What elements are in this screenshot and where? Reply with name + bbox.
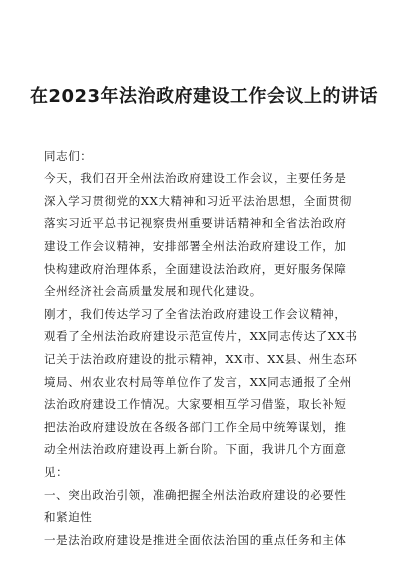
paragraph-line: 见： — [44, 464, 69, 479]
paragraph-line: 刚才，我们传达学习了全省法治政府建设工作会议精神， — [44, 306, 347, 321]
blank-line — [44, 122, 372, 145]
paragraph-line: 落实习近平总书记视察贵州重要讲话精神和全省法治政府 — [44, 216, 347, 231]
paragraph-line: 把法治政府建设放在各级各部门工作全局中统筹谋划，推 — [44, 419, 347, 434]
paragraph-line: 记关于法治政府建设的批示精神，XX市、XX县、州生态环 — [44, 351, 358, 366]
paragraph-line: 动全州法治政府建设再上新台阶。下面，我讲几个方面意 — [44, 442, 347, 457]
paragraph-line: 建设工作会议精神，安排部署全州法治政府建设工作，加 — [44, 238, 347, 253]
paragraph-line: 深入学习贯彻党的XX大精神和习近平法治思想，全面贯彻 — [44, 193, 352, 208]
greeting-line: 同志们： — [44, 148, 93, 163]
section-heading-line: 和紧迫性 — [44, 510, 93, 525]
paragraph-line: 境局、州农业农村局等单位作了发言，XX同志通报了全州 — [44, 374, 352, 389]
document-body — [44, 122, 372, 551]
document-title: 在2023年法治政府建设工作会议上的讲话 — [29, 86, 379, 107]
paragraph-line: 快构建政府治理体系，全面建设法治政府，更好服务保障 — [44, 261, 347, 276]
paragraph-line: 今天，我们召开全州法治政府建设工作会议，主要任务是 — [44, 171, 347, 186]
paragraph-line: 观看了全州法治政府建设示范宣传片，XX同志传达了XX书 — [44, 329, 358, 344]
paragraph-line: 一是法治政府建设是推进全面依法治国的重点任务和主体 — [44, 532, 347, 547]
paragraph-line: 法治政府建设工作情况。大家要相互学习借鉴，取长补短 — [44, 397, 347, 412]
section-heading-line: 一、突出政治引领，准确把握全州法治政府建设的必要性 — [44, 487, 347, 502]
paragraph-line: 全州经济社会高质量发展和现代化建设。 — [44, 284, 262, 299]
